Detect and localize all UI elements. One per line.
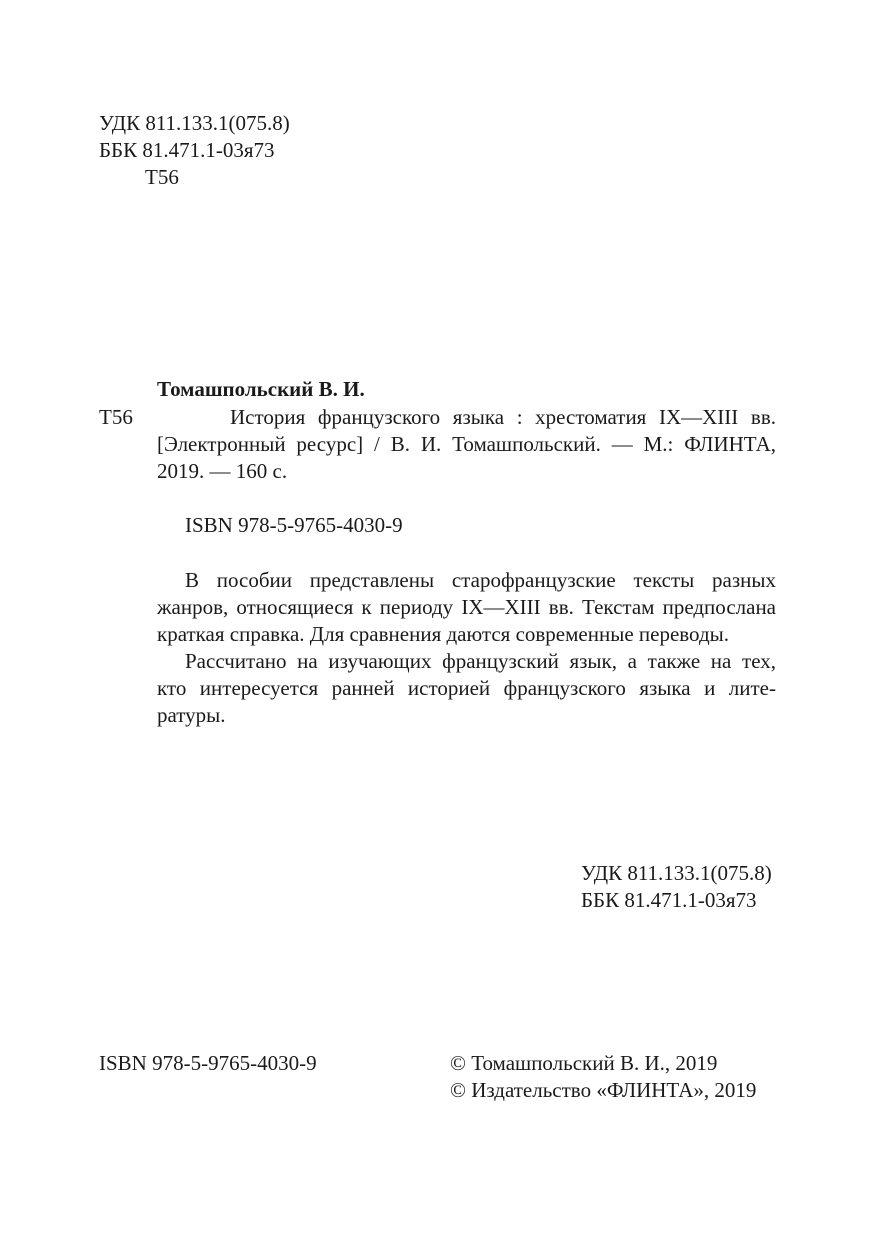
annotation-line: жанров, относящиеся к периоду IX—XIII вв. Текстам предпослана — [157, 595, 776, 619]
copyright-publisher: © Издательство «ФЛИНТА», 2019 — [450, 1078, 757, 1102]
bbk-code: ББК 81.471.1-03я73 — [581, 888, 757, 912]
author-mark: Т56 — [145, 165, 179, 189]
bib-line: История французского языка : хрестоматия IX—XIII вв. — [230, 405, 776, 429]
annotation-line: ратуры. — [157, 703, 226, 727]
classification-codes-top — [99, 110, 290, 191]
bbk-code: ББК 81.471.1-03я73 — [99, 138, 275, 162]
author-mark-margin: Т56 — [99, 405, 133, 429]
bib-line: 2019. — 160 с. — [157, 459, 288, 483]
annotation-line: кто интересуется ранней историей французского языка и лите- — [157, 676, 776, 700]
annotation-line: Рассчитано на изучающих французский язык, а также на тех, — [185, 649, 776, 673]
isbn-entry: ISBN 978-5-9765-4030-9 — [185, 513, 403, 537]
isbn-footer: ISBN 978-5-9765-4030-9 — [99, 1051, 317, 1075]
bib-line: [Электронный ресурс] / В. И. Томашпольский. — М.: ФЛИНТА, — [157, 432, 776, 456]
copyright-block — [450, 1050, 756, 1104]
udk-code: УДК 811.133.1(075.8) — [581, 861, 772, 885]
annotation-line: краткая справка. Для сравнения даются современные переводы. — [157, 622, 729, 646]
udk-code: УДК 811.133.1(075.8) — [99, 111, 290, 135]
annotation-line: В пособии представлены старофранцузские тексты разных — [185, 568, 776, 592]
bibliographic-description — [157, 404, 776, 485]
copyright-author: © Томашпольский В. И., 2019 — [450, 1051, 718, 1075]
annotation — [157, 567, 776, 729]
classification-codes-bottom — [581, 860, 772, 914]
author-heading: Томашпольский В. И. — [157, 377, 365, 401]
